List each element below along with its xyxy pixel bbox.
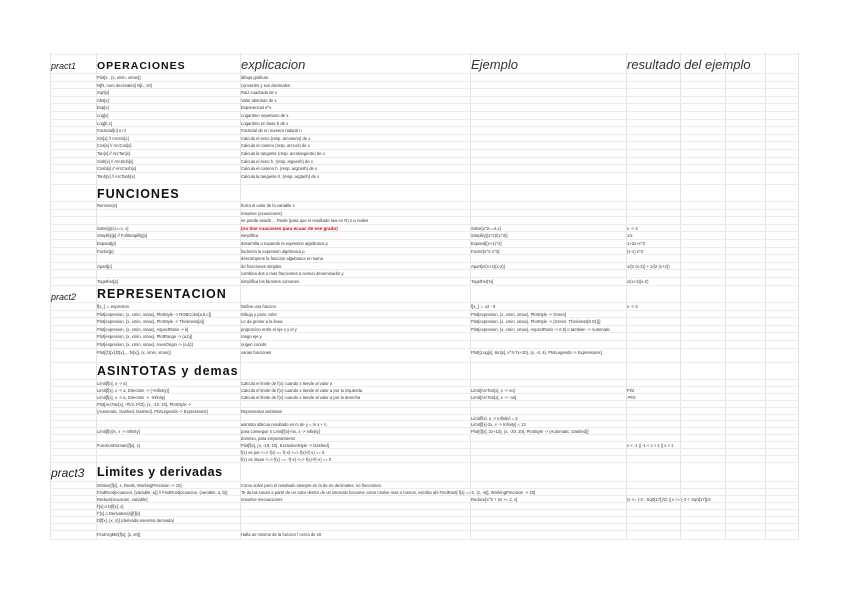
cell-ej: Limit[f[x], x -> Infinity] = 2 <box>471 415 518 421</box>
cell-op: Simplify[p] // FullSimplify[p] <box>97 233 148 239</box>
table-row <box>50 172 798 181</box>
cell-exp: Le da grosor a la linea <box>241 319 283 325</box>
cell-ej: Plot[expresion, {x, xmin, xmax}, PlotStyle -> Green] <box>471 311 567 317</box>
cell-op: Solve[p(x)==c, x] <box>97 225 129 231</box>
cell-res: x < -1 || -1 < x < 1 || x > 1 <box>627 443 674 449</box>
cell-ej: Plot[expresion, {x, xmin, xmax}, PlotStyle -> {Green, Thickness[0.01]}] <box>471 319 601 325</box>
cell-op: D[f[x], {x, n}] (derivada enesima derivada) <box>97 518 175 523</box>
grid-col-line <box>798 52 799 540</box>
cell-ej: Plot[{Log[x], Sin[x], x^3-7x+20}, {x, -4, 4}, PlotLegends -> Expressions] <box>471 349 602 355</box>
section-limites: Limites y derivadas <box>97 465 223 479</box>
cell-op: Limit[f[x], x -> a, Direction -> (+Infinity)] <box>97 387 170 393</box>
cell-op: NSolve[f[x], x, Reals, WorkingPrecision -> 10] <box>97 483 182 488</box>
cell-op: Remove[x] <box>97 203 118 208</box>
cell-op: Apart[p] <box>97 263 112 269</box>
cell-exp: f(x) es par <=> f(x) == f(-x) <=> f(x)-f(-x) == 0 <box>241 450 325 455</box>
cell-op: Reduce[ecuacion, variable] <box>97 497 148 502</box>
cell-exp: simplifica los factores comunes <box>241 279 299 284</box>
cell-op: Factor[p] <box>97 248 114 254</box>
cell-op: Plot[x , {x, xmin, xmax}] <box>97 75 141 80</box>
cell-exp: Calcula el limite de f(x) cuando x tiende al valor a <box>241 381 333 386</box>
cell-exp: Calcula el limite de f(x) cuando x tiende al valor a por la derecha <box>241 394 361 400</box>
cell-res: (1-x) x^2 <box>627 248 644 254</box>
cell-exp: Logaritmo neperiano de x <box>241 113 289 118</box>
cell-exp: (no tine cuaciones para ecuac de ese grado) <box>241 225 338 231</box>
cell-ej: Limit[ArcTan[x], x -> -oo] <box>471 394 517 400</box>
cell-exp: borra el valor de la variable x <box>241 203 295 208</box>
cell-op: Sqrt[x] <box>97 90 110 96</box>
cell-exp: resuelve (ecuaciones) <box>241 210 282 216</box>
cell-exp: resuelve inecuaciones <box>241 497 283 502</box>
cell-op: f[x_] := expresion <box>97 304 130 309</box>
cell-exp: Como solve pero el resultado siempre en la de en decimales, no fracciones. <box>241 483 382 488</box>
cell-op: Tanh[x] // ArcTanh[x] <box>97 173 135 179</box>
table-row <box>50 530 798 538</box>
cell-op: f'[x] o D[f[x], x] <box>97 504 124 509</box>
spreadsheet <box>50 52 798 540</box>
cell-exp: Logaritmo en base b de x <box>241 120 289 126</box>
table-row <box>50 277 798 286</box>
table-row <box>50 455 798 463</box>
cell-op: {Automatic, Dashed, Dashed}, PlotLegends -> Expressions] <box>97 408 208 414</box>
cell-op: Exp[x] <box>97 105 109 111</box>
cell-ej: Limit[ArcTan[x], x -> oo] <box>471 387 515 393</box>
cell-op: Expand[p] <box>97 241 116 246</box>
cell-op: Log[x] <box>97 113 109 118</box>
cell-op: Plot[expresion, {x, xmin, xmax}, PlotStyle -> Thickness[a]] <box>97 319 204 325</box>
cell-ej: Together[%] <box>471 279 494 284</box>
col-operaciones: OPERACIONES <box>97 60 186 72</box>
table-row <box>50 348 798 357</box>
header-row <box>50 54 798 73</box>
cell-exp: se puede anadir ... Reals (para que el resultado sea en R) o a reales <box>241 218 369 224</box>
cell-exp: dominio, para empezamiento <box>241 436 296 442</box>
cell-op: Plot[expresion, {x, xmin, xmax}, AxesOrigin -> {a,b}] <box>97 342 193 347</box>
cell-ej: Simplify[(x^2)/(x^3)] <box>471 233 508 239</box>
cell-op: Plot[{f1[x],f2[x],...,fn[x]}, {x, xmin, xmax}] <box>97 349 171 355</box>
col-resultado: resultado del ejemplo <box>627 57 751 72</box>
cell-ej: Reduce[x^2 + 3x >= 2, x] <box>471 497 518 502</box>
cell-op: Plot[expresion, {x, xmin, xmax}, AspectRatio -> k] <box>97 326 189 332</box>
cell-exp: Calcula la tangente h. (resp. argtanh) de x <box>241 173 320 179</box>
cell-exp: Exponencial e^x <box>241 105 272 111</box>
pract1-label: pract1 <box>51 61 77 71</box>
cell-op: Together[p] <box>97 279 118 284</box>
cell-exp: desarrolla o expande la expresion algebraica p <box>241 241 328 246</box>
cell-exp: asintota oblicua resultado es m de y = m x + n, <box>241 422 328 428</box>
cell-op: Cosh[x] // ArcCosh[x] <box>97 166 137 172</box>
cell-exp: Raiz cuadrada de x <box>241 90 278 96</box>
section-representacion: REPRESENTACION <box>97 287 227 301</box>
cell-exp: Calcula el seno h. (resp. argsenh) de x <box>241 158 313 164</box>
cell-op: Plot[expresion, {x, xmin, xmax}, PlotRange -> {a,b}] <box>97 334 193 340</box>
cell-exp: f(x) es impar <=> f(x) == -f(-x) <=> f(x)+f(-x) == 0 <box>241 456 332 462</box>
section-row <box>50 285 798 302</box>
cell-res: -Pi/2 <box>627 394 636 400</box>
cell-op: Log[b,x] <box>97 120 112 126</box>
cell-op: Limit[f[x], x -> a] <box>97 381 127 386</box>
cell-exp: combina dos o mas fracciones a comun denominador y <box>241 271 344 277</box>
cell-res: 1/(2 (x-2)) + 1/(2 (x+2)) <box>627 263 670 269</box>
cell-exp: rango eje y <box>241 334 262 340</box>
cell-exp: factoriza la expresion algebraica p <box>241 248 305 254</box>
cell-exp: Calcula el coseno h. (resp. argcosh) de x <box>241 166 318 172</box>
cell-res: 1+2x+x^2 <box>627 241 646 246</box>
cell-exp: convertirs y sus decimales <box>241 82 291 88</box>
cell-ej: Solve[x^2==4,x] <box>471 225 501 231</box>
section-funciones: FUNCIONES <box>97 187 180 201</box>
cell-ej: Expand[(x+1)^2] <box>471 241 502 246</box>
cell-ej: Apart[x/(x+2)(x-2)] <box>471 263 505 269</box>
cell-op: f''[x] o Derivative[n][f][x] <box>97 511 141 516</box>
section-row <box>50 462 798 481</box>
section-asintotas: ASINTOTAS y demas <box>97 364 239 378</box>
cell-ej: Limit[f[x]-2x, x -> Infinity] = 13 <box>471 422 526 428</box>
cell-op: Sinh[x] // ArcSinh[x] <box>97 158 134 164</box>
cell-exp: Valor absoluto de x <box>241 97 277 103</box>
cell-res: x -> 3 <box>627 304 638 309</box>
cell-exp: proporcion entre el eje x y el y <box>241 326 297 332</box>
cell-exp: Te da las raices a partir de un valor dentro de un intervalo funcione como nsolve mas o menos, escriba ahi FindRoot[ f[x] == 0, {x, -5}], WorkingPrecision -> 20] <box>241 490 536 495</box>
pract2-label: pract2 <box>51 292 77 302</box>
cell-exp: Define una funcion <box>241 304 276 309</box>
cell-res: Pi/2 <box>627 387 635 393</box>
cell-exp: origen coords <box>241 342 267 347</box>
cell-op: Tan[x] // ArcTan[x] <box>97 151 131 156</box>
section-row <box>50 362 798 379</box>
cell-ej: f[x_] := x2 - 5 <box>471 304 496 309</box>
cell-op: Factorial[n] o n! <box>97 128 126 134</box>
cell-exp: Calcula el limite de f(x) cuando x tiende al valor a por la izquierda <box>241 387 363 393</box>
cell-op: Plot[ArcTan[x], -Pi/2, Pi/2}, {x, -10, 10}, PlotStyle -> <box>97 401 192 407</box>
cell-op: N[R, num decimales] N[L, 10] <box>97 82 152 88</box>
cell-exp: Representar asintotas <box>241 408 282 414</box>
cell-res: x -> 3 <box>627 225 638 231</box>
cell-ej: Factor[x^2-x^3] <box>471 248 500 254</box>
cell-exp: varias funciones <box>241 349 272 355</box>
cell-op: Sin[x] // ArcSin[x] <box>97 135 129 141</box>
cell-res: x/(x+2)(x-2) <box>627 279 649 284</box>
col-explicacion: explicacion <box>241 57 306 72</box>
cell-res: (x <= (-3 - Sqrt[17])/2) || x >= (-3 + Sqrt[17])/2 <box>627 497 711 502</box>
cell-op: Limit[f[x], x -> a, Direction -> -Infinity] <box>97 394 166 400</box>
cell-exp: de fracciones simples <box>241 263 282 269</box>
pract3-label: pract3 <box>51 466 85 480</box>
cell-exp: para conseguir n Limit[f[x]-mx, x -> Infinity] <box>241 429 320 435</box>
cell-op: FindRoot[ecuacion, {variable, a}] // FindRoot[ecuacion, {variable, a, b}] <box>97 490 228 495</box>
col-ejemplo: Ejemplo <box>471 57 518 72</box>
cell-exp: descompone la fraccion algebraica en suma <box>241 256 323 262</box>
cell-ej: Plot[{f[x], 2x+13}, {x, -20, 20}, PlotStyle -> {Automatic, Dashed}] <box>471 429 589 435</box>
cell-exp: Dibuja y pone color <box>241 311 277 317</box>
cell-op: Abs[x] <box>97 97 109 103</box>
cell-res: 1/x <box>627 233 633 239</box>
cell-ej: Plot[expresion, {x, xmin, xmax}, AspectRatio -> 0.5] o tambien -> Automatic <box>471 326 611 332</box>
bottom-border <box>50 539 798 541</box>
cell-exp: dibuja graficas <box>241 75 269 80</box>
cell-op: Cos[x] // ArcCos[x] <box>97 143 132 149</box>
cell-exp: Halla un minimo de la funcion f cerca de x0 <box>241 532 322 537</box>
cell-op: Limit[f[x]/x, x -> Infinity] <box>97 429 140 435</box>
cell-exp: Calcula la tangente (resp. arcotangente) de x <box>241 151 325 156</box>
cell-op: FunctionDomain[f[x], x] <box>97 443 140 449</box>
cell-exp: Plot[f[x], {x, -10, 10}, ExclusionStyle -> Dashed] <box>241 443 329 449</box>
cell-op: FindArgMin[f[x], {x, x0}] <box>97 532 141 537</box>
cell-exp: simplifica <box>241 233 259 239</box>
section-row <box>50 184 798 201</box>
cell-op: Plot[expresion, {x, xmin, xmax}, PlotStyle -> RGBColor[a,b,c]] <box>97 311 211 317</box>
cell-exp: Factorial de un numero natural n <box>241 128 302 134</box>
cell-exp: Calcula el seno (resp. arcoseno) de x <box>241 135 311 141</box>
cell-exp: Calcula el coseno (resp. arccos) de x <box>241 143 310 149</box>
